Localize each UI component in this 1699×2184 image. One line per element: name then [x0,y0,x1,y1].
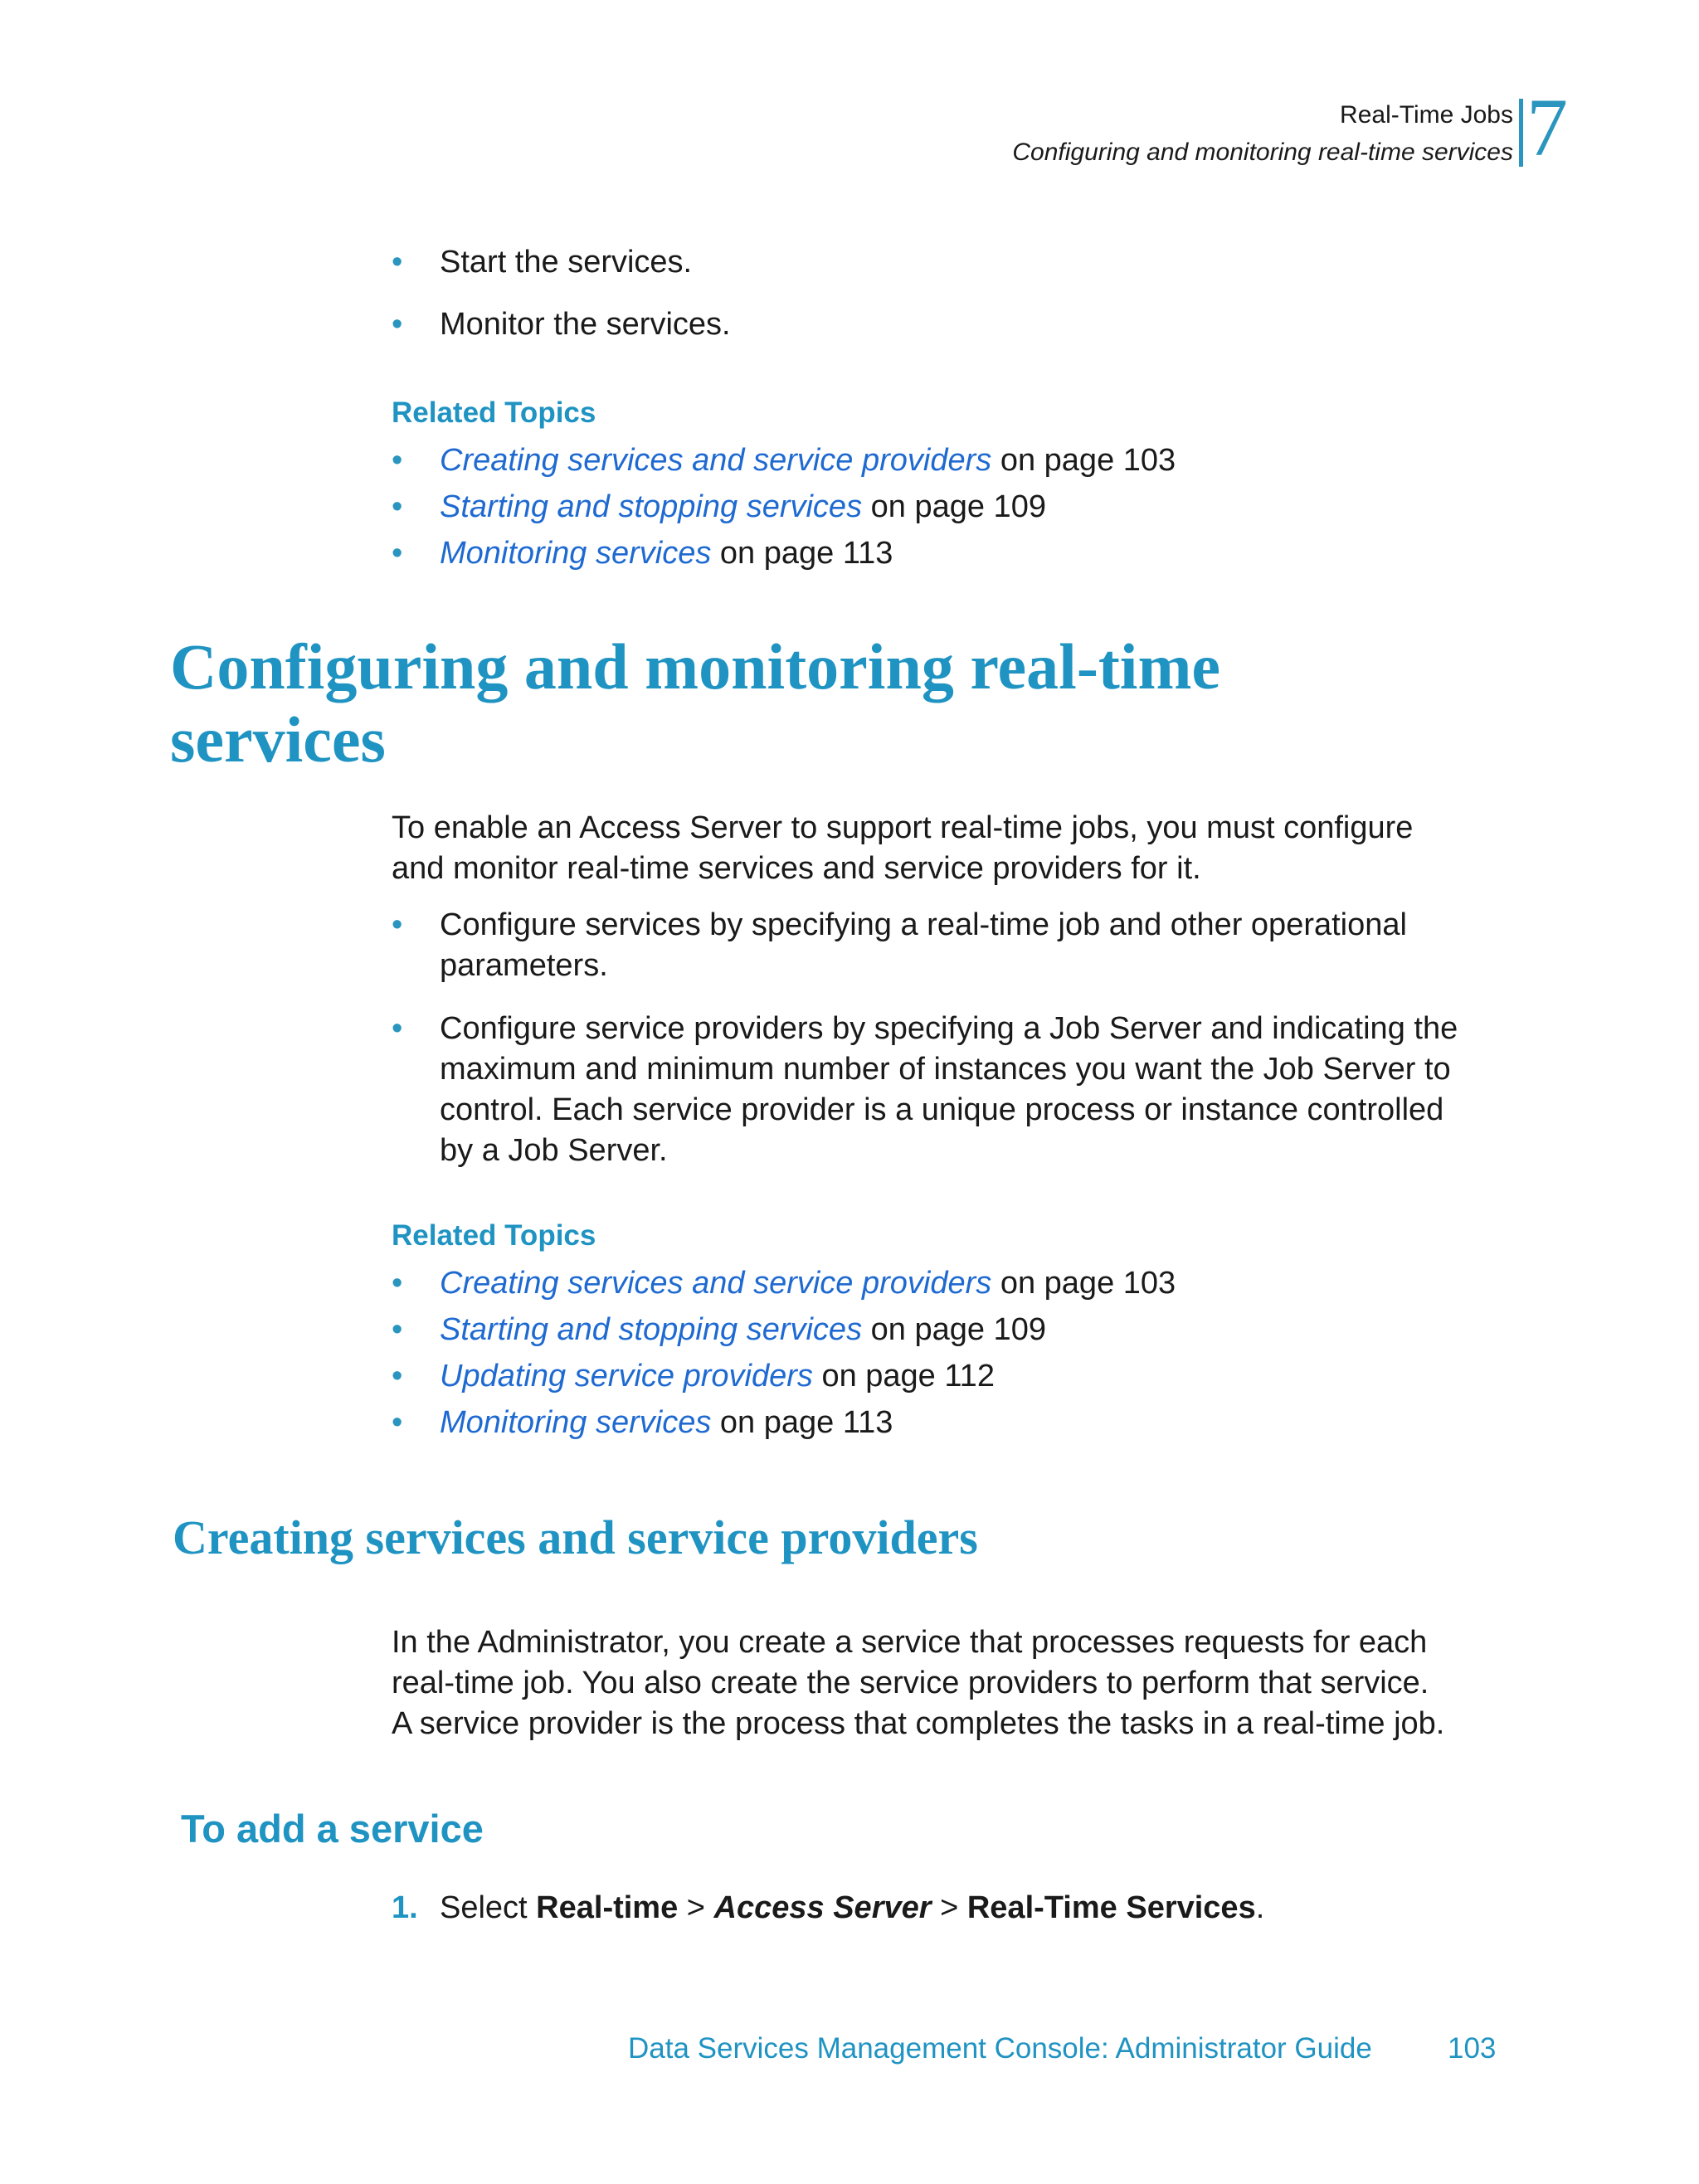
topic-link[interactable]: Starting and stopping services [440,1312,863,1347]
intro-bullet-list [392,242,1520,342]
bullet-marker: • [392,1312,403,1347]
step-end: . [1255,1890,1265,1925]
section-title-line-1: Configuring and monitoring real-time [170,630,1221,703]
bullet-marker: • [392,1405,403,1440]
header-section-title: Configuring and monitoring real-time services [1012,139,1513,166]
paragraph-line: and monitor real-time services and service providers for it. [392,851,1201,886]
related-topics-list [392,1260,1520,1451]
menu-path-realtime: Real-time [536,1890,679,1925]
page-ref: on page 103 [991,1266,1176,1301]
topic-link[interactable]: Creating services and service providers [440,443,992,478]
bullet-item [392,905,1520,1004]
list-item: Start the services. [440,245,693,280]
bullet-text-line: parameters. [440,948,608,983]
bullet-marker: • [392,1266,403,1301]
page-ref: on page 109 [862,1312,1046,1347]
page-ref: on page 113 [711,1405,893,1440]
list-item: Monitor the services. [440,307,731,342]
related-topics-heading: Related Topics [392,1219,596,1252]
topic-link[interactable]: Monitoring services [440,536,712,571]
subsection-title: Creating services and service providers [173,1510,978,1564]
path-separator: > [678,1890,714,1925]
bullet-marker: • [392,907,403,942]
header-chapter-title: Real-Time Jobs [1340,101,1513,129]
chapter-number: 7 [1526,81,1568,173]
procedure-title: To add a service [181,1807,484,1851]
page-ref: on page 103 [991,443,1176,478]
procedure-step [392,1888,1520,1938]
bullet-marker: • [392,1359,403,1394]
related-topics-heading: Related Topics [392,396,596,429]
footer-page-number: 103 [1448,2032,1497,2065]
path-separator: > [931,1890,967,1925]
bullet-marker: • [392,307,403,342]
bullet-marker: • [392,489,403,524]
menu-path-realtime-services: Real-Time Services [966,1890,1256,1925]
step-text: Select [440,1890,537,1925]
paragraph-line: real-time job. You also create the service providers to perform that service. [392,1666,1429,1700]
footer-guide-title: Data Services Management Console: Administrator Guide [628,2032,1372,2065]
related-topics-list [392,437,1520,586]
bullet-text-line: Configure services by specifying a real-time job and other operational [440,907,1407,942]
page-ref: on page 109 [862,489,1046,524]
paragraph-line: To enable an Access Server to support real-time jobs, you must configure [392,810,1414,845]
bullet-marker: • [392,536,403,571]
bullet-text-line: control. Each service provider is a unique process or instance controlled [440,1092,1444,1127]
topic-link[interactable]: Updating service providers [440,1359,813,1394]
page-ref: on page 112 [812,1359,995,1394]
topic-link[interactable]: Starting and stopping services [440,489,863,524]
paragraph-line: In the Administrator, you create a service that processes requests for each [392,1625,1428,1660]
bullet-text-line: maximum and minimum number of instances you want the Job Server to [440,1052,1451,1087]
bullet-marker: • [392,443,403,478]
topic-link[interactable]: Creating services and service providers [440,1266,992,1301]
topic-link[interactable]: Monitoring services [440,1405,712,1440]
bullet-text-line: Configure service providers by specifying a Job Server and indicating the [440,1011,1458,1046]
menu-path-access-server: Access Server [713,1890,932,1925]
step-number: 1. [392,1890,418,1925]
paragraph-line: A service provider is the process that completes the tasks in a real-time job. [392,1706,1445,1741]
section-title-line-2: services [170,703,386,776]
header-divider [1519,99,1523,167]
bullet-marker: • [392,1011,403,1046]
page-ref: on page 113 [711,536,893,571]
bullet-text-line: by a Job Server. [440,1133,668,1168]
bullet-item [392,1009,1520,1183]
bullet-marker: • [392,245,403,280]
